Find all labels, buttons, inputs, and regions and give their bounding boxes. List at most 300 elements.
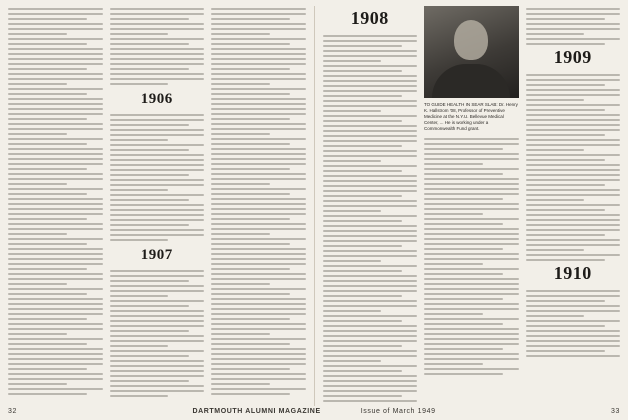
- class-year-heading: 1906: [140, 91, 173, 107]
- text-line: [211, 178, 306, 180]
- text-line: [211, 303, 306, 305]
- text-line: [8, 208, 103, 210]
- text-line: [211, 208, 306, 210]
- text-line: [211, 393, 290, 395]
- text-line: [526, 18, 605, 20]
- text-line: [323, 90, 418, 92]
- text-line: [323, 40, 418, 42]
- text-line: [424, 208, 519, 210]
- text-line: [526, 43, 605, 45]
- text-line: [211, 268, 290, 270]
- text-line: [323, 365, 418, 367]
- text-line: [8, 253, 103, 255]
- text-line: [8, 313, 103, 315]
- text-line: [8, 203, 103, 205]
- text-line: [8, 193, 87, 195]
- text-line: [211, 388, 306, 390]
- text-line: [526, 109, 605, 111]
- text-line: [526, 164, 621, 166]
- text-line: [424, 233, 519, 235]
- text-line: [424, 203, 519, 205]
- text-line: [424, 348, 503, 350]
- text-line: [323, 210, 382, 212]
- text-line: [323, 295, 402, 297]
- text-line: [211, 348, 306, 350]
- text-line: [211, 168, 290, 170]
- text-line: [8, 18, 87, 20]
- text-line: [110, 340, 205, 342]
- text-line: [110, 134, 205, 136]
- text-line: [424, 323, 503, 325]
- text-line: [323, 270, 402, 272]
- text-line: [323, 280, 418, 282]
- text-line: [211, 358, 306, 360]
- text-line: [110, 78, 205, 80]
- text-line: [526, 355, 621, 357]
- text-line: [526, 104, 621, 106]
- text-line: [110, 204, 205, 206]
- page-number-right: 33: [611, 407, 620, 415]
- left-column-1: [8, 6, 103, 406]
- text-line: [211, 343, 290, 345]
- text-line: [526, 129, 621, 131]
- text-line: [526, 134, 605, 136]
- text-block: [8, 6, 103, 395]
- text-line: [424, 363, 483, 365]
- text-line: [110, 365, 205, 367]
- text-line: [526, 224, 621, 226]
- text-line: [110, 355, 189, 357]
- text-line: [323, 375, 418, 377]
- text-line: [8, 73, 103, 75]
- text-line: [211, 253, 306, 255]
- text-line: [110, 38, 205, 40]
- text-line: [424, 148, 503, 150]
- text-line: [8, 28, 103, 30]
- text-line: [211, 93, 290, 95]
- text-line: [323, 330, 418, 332]
- text-line: [211, 73, 306, 75]
- text-line: [424, 353, 519, 355]
- text-line: [8, 318, 87, 320]
- text-line: [110, 325, 205, 327]
- text-line: [323, 45, 402, 47]
- text-line: [211, 58, 306, 60]
- text-line: [526, 189, 621, 191]
- text-line: [211, 28, 306, 30]
- text-line: [526, 8, 621, 10]
- text-line: [110, 270, 205, 272]
- left-column-3: [211, 6, 306, 406]
- text-line: [110, 33, 169, 35]
- text-line: [110, 300, 205, 302]
- text-line: [110, 194, 205, 196]
- class-year-heading: 1908: [350, 8, 389, 28]
- text-line: [110, 239, 169, 241]
- text-line: [110, 234, 205, 236]
- text-line: [211, 373, 306, 375]
- text-line: [424, 143, 519, 145]
- text-line: [526, 99, 585, 101]
- text-line: [323, 260, 382, 262]
- text-line: [526, 139, 621, 141]
- text-line: [110, 8, 205, 10]
- right-column-2: [424, 6, 519, 406]
- text-line: [211, 318, 290, 320]
- text-line: [110, 48, 205, 50]
- text-line: [8, 48, 103, 50]
- text-line: [110, 219, 205, 221]
- text-line: [8, 43, 87, 45]
- text-line: [323, 380, 418, 382]
- text-line: [424, 273, 503, 275]
- text-block: [110, 268, 205, 397]
- left-page: [8, 6, 306, 406]
- text-line: [211, 223, 306, 225]
- text-line: [526, 149, 585, 151]
- text-line: [526, 38, 621, 40]
- text-line: [110, 395, 169, 397]
- text-line: [211, 133, 270, 135]
- text-line: [8, 273, 103, 275]
- text-line: [110, 83, 169, 85]
- text-line: [211, 48, 306, 50]
- text-line: [424, 218, 519, 220]
- text-line: [110, 214, 205, 216]
- text-line: [526, 350, 605, 352]
- text-line: [211, 353, 306, 355]
- text-line: [110, 13, 205, 15]
- text-line: [211, 18, 290, 20]
- text-line: [211, 43, 290, 45]
- text-line: [424, 303, 519, 305]
- text-line: [211, 158, 306, 160]
- text-line: [8, 158, 103, 160]
- text-line: [110, 53, 205, 55]
- text-line: [211, 8, 306, 10]
- text-line: [323, 70, 402, 72]
- text-line: [8, 38, 103, 40]
- text-line: [211, 243, 290, 245]
- text-line: [211, 128, 306, 130]
- text-line: [526, 330, 621, 332]
- text-line: [211, 163, 306, 165]
- text-line: [8, 178, 103, 180]
- text-line: [526, 229, 621, 231]
- text-line: [424, 238, 519, 240]
- text-line: [8, 238, 103, 240]
- text-line: [424, 338, 519, 340]
- text-line: [8, 113, 103, 115]
- text-line: [211, 233, 270, 235]
- text-line: [8, 23, 103, 25]
- text-line: [424, 333, 519, 335]
- text-line: [8, 98, 103, 100]
- text-line: [110, 360, 205, 362]
- text-line: [8, 53, 103, 55]
- page-number-left: 32: [8, 407, 17, 415]
- text-line: [8, 248, 103, 250]
- text-line: [526, 194, 621, 196]
- text-line: [211, 288, 306, 290]
- text-line: [424, 308, 519, 310]
- text-line: [110, 320, 205, 322]
- text-line: [8, 258, 103, 260]
- text-line: [526, 79, 621, 81]
- text-line: [424, 283, 519, 285]
- text-line: [526, 124, 621, 126]
- text-line: [211, 173, 306, 175]
- text-line: [526, 290, 621, 292]
- text-line: [110, 144, 205, 146]
- text-line: [323, 160, 382, 162]
- text-line: [8, 143, 87, 145]
- text-line: [8, 168, 87, 170]
- text-line: [211, 13, 306, 15]
- text-line: [323, 100, 418, 102]
- text-line: [323, 60, 382, 62]
- text-line: [526, 154, 621, 156]
- text-line: [8, 373, 103, 375]
- text-line: [526, 244, 621, 246]
- text-line: [424, 168, 519, 170]
- footer-center: [192, 408, 435, 415]
- text-line: [8, 13, 103, 15]
- text-line: [8, 383, 67, 385]
- text-line: [110, 275, 205, 277]
- text-line: [110, 124, 189, 126]
- text-line: [110, 280, 189, 282]
- text-line: [323, 155, 418, 157]
- text-line: [110, 390, 205, 392]
- text-line: [110, 315, 205, 317]
- text-line: [211, 63, 306, 65]
- text-line: [211, 38, 306, 40]
- text-line: [110, 58, 205, 60]
- text-line: [211, 238, 306, 240]
- text-line: [110, 295, 169, 297]
- text-line: [8, 288, 103, 290]
- text-line: [8, 388, 103, 390]
- text-line: [110, 119, 205, 121]
- text-line: [110, 385, 205, 387]
- text-line: [323, 390, 418, 392]
- text-block: [526, 72, 621, 261]
- text-line: [110, 229, 205, 231]
- text-line: [110, 174, 189, 176]
- text-line: [424, 188, 519, 190]
- text-line: [8, 183, 67, 185]
- text-line: [424, 248, 503, 250]
- text-line: [526, 300, 605, 302]
- text-line: [211, 383, 270, 385]
- text-line: [8, 63, 103, 65]
- text-line: [110, 370, 205, 372]
- text-line: [526, 259, 605, 261]
- text-line: [323, 225, 418, 227]
- text-line: [211, 98, 306, 100]
- text-line: [323, 240, 418, 242]
- text-line: [323, 290, 418, 292]
- text-line: [8, 343, 87, 345]
- text-line: [8, 173, 103, 175]
- text-line: [526, 239, 621, 241]
- text-line: [8, 118, 87, 120]
- text-line: [110, 63, 205, 65]
- text-line: [424, 258, 519, 260]
- text-line: [323, 235, 418, 237]
- text-line: [8, 78, 103, 80]
- text-block: [110, 112, 205, 241]
- text-line: [323, 300, 418, 302]
- text-line: [211, 33, 270, 35]
- text-line: [8, 8, 103, 10]
- text-block: [424, 136, 519, 375]
- text-line: [323, 335, 418, 337]
- text-line: [424, 163, 483, 165]
- text-line: [211, 198, 306, 200]
- text-line: [323, 345, 402, 347]
- text-line: [424, 228, 519, 230]
- class-year-heading: 1909: [553, 47, 592, 67]
- text-line: [323, 150, 418, 152]
- text-line: [8, 88, 103, 90]
- text-line: [323, 310, 382, 312]
- text-line: [211, 23, 306, 25]
- text-line: [323, 65, 418, 67]
- text-line: [526, 234, 605, 236]
- text-line: [110, 23, 205, 25]
- text-line: [211, 283, 270, 285]
- text-line: [8, 188, 103, 190]
- text-line: [8, 228, 103, 230]
- text-line: [526, 305, 621, 307]
- text-line: [110, 68, 189, 70]
- text-line: [110, 149, 189, 151]
- text-line: [211, 213, 306, 215]
- text-line: [323, 105, 418, 107]
- text-line: [323, 125, 418, 127]
- text-line: [8, 333, 67, 335]
- text-line: [424, 318, 519, 320]
- portrait-photo: [424, 6, 519, 98]
- text-line: [323, 285, 418, 287]
- text-line: [323, 385, 418, 387]
- class-year-heading: 1907: [140, 247, 173, 263]
- text-line: [323, 80, 418, 82]
- text-line: [424, 198, 503, 200]
- text-line: [8, 328, 103, 330]
- text-line: [323, 325, 418, 327]
- text-line: [424, 223, 503, 225]
- page-gutter: [314, 6, 315, 406]
- text-line: [526, 74, 621, 76]
- text-line: [211, 138, 306, 140]
- text-line: [8, 223, 103, 225]
- text-line: [8, 378, 103, 380]
- text-line: [211, 328, 306, 330]
- text-line: [8, 108, 103, 110]
- text-line: [8, 358, 103, 360]
- text-line: [424, 253, 519, 255]
- text-line: [211, 113, 306, 115]
- text-line: [8, 218, 87, 220]
- text-line: [211, 313, 306, 315]
- text-line: [526, 114, 621, 116]
- text-line: [526, 320, 621, 322]
- text-line: [110, 305, 189, 307]
- text-line: [323, 110, 382, 112]
- photo-shoulders-shape: [432, 64, 510, 98]
- text-line: [424, 278, 519, 280]
- text-line: [211, 68, 290, 70]
- text-line: [8, 128, 103, 130]
- text-line: [211, 293, 290, 295]
- text-line: [8, 323, 103, 325]
- text-line: [424, 373, 503, 375]
- text-line: [526, 174, 621, 176]
- text-line: [110, 114, 205, 116]
- text-line: [110, 129, 205, 131]
- text-line: [526, 169, 621, 171]
- text-line: [110, 159, 205, 161]
- text-line: [110, 154, 205, 156]
- text-line: [211, 298, 306, 300]
- text-line: [110, 380, 189, 382]
- text-line: [323, 185, 418, 187]
- text-line: [211, 218, 290, 220]
- text-line: [526, 144, 621, 146]
- photo-head-shape: [454, 20, 488, 60]
- text-line: [110, 345, 169, 347]
- text-line: [8, 103, 103, 105]
- text-line: [323, 50, 418, 52]
- left-column-2: [110, 6, 205, 406]
- text-line: [323, 315, 418, 317]
- text-line: [323, 200, 418, 202]
- text-line: [526, 184, 605, 186]
- text-line: [323, 245, 402, 247]
- text-line: [8, 353, 103, 355]
- text-line: [110, 43, 189, 45]
- text-line: [110, 290, 205, 292]
- page-footer: [8, 405, 620, 417]
- text-line: [110, 179, 205, 181]
- text-line: [323, 320, 402, 322]
- text-line: [424, 268, 519, 270]
- text-line: [211, 118, 290, 120]
- text-line: [8, 33, 67, 35]
- text-line: [424, 183, 519, 185]
- text-line: [526, 119, 621, 121]
- text-line: [323, 395, 402, 397]
- text-line: [323, 255, 418, 257]
- text-line: [424, 153, 519, 155]
- text-line: [323, 145, 402, 147]
- text-line: [8, 278, 103, 280]
- text-line: [8, 198, 103, 200]
- text-line: [211, 333, 270, 335]
- text-line: [8, 153, 103, 155]
- text-line: [8, 148, 103, 150]
- text-line: [8, 263, 103, 265]
- text-line: [424, 298, 503, 300]
- text-line: [211, 188, 306, 190]
- text-line: [323, 205, 418, 207]
- text-line: [526, 254, 621, 256]
- photo-caption: TO GUIDE HEALTH IN SEAR SLAB: Dr. Henry K. Hallstrom '08, Professor of Preventive Medicine at the N.Y.U. Bellevue Medical Center, ... He is working under a Commonwealth Fund grant.: [424, 102, 518, 131]
- text-line: [424, 293, 519, 295]
